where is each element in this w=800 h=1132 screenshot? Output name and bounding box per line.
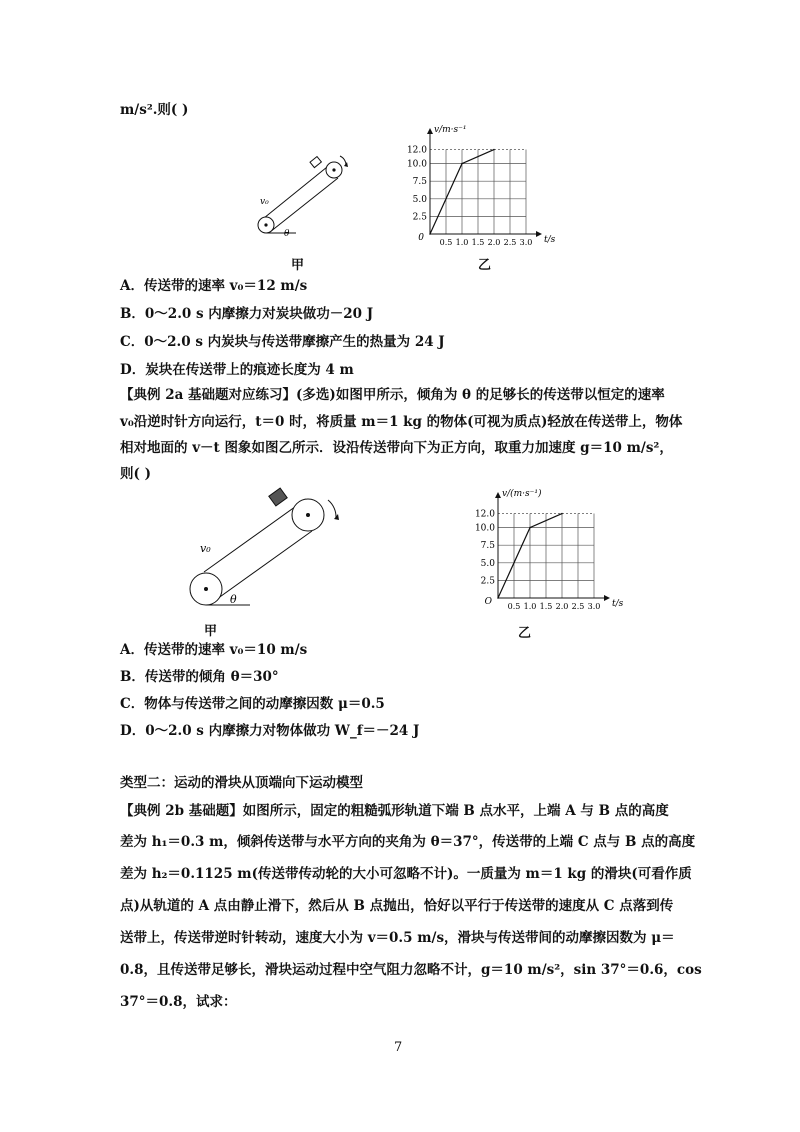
conveyor-diagram-1: [240, 148, 360, 248]
caption-yi-1: 乙: [478, 258, 492, 273]
q2-option-b: B．传送带的倾角 θ＝30°: [120, 669, 279, 685]
vt-data-point: [497, 597, 499, 599]
caption-jia-2: 甲: [204, 624, 218, 639]
x-tick-label: 0.5: [439, 238, 453, 247]
x-tick-label: 0.5: [507, 602, 521, 611]
vt-chart-2: [458, 486, 628, 614]
y-axis-arrow: [427, 128, 433, 134]
x-axis-arrow: [604, 595, 610, 601]
y-tick-label: 5.0: [412, 194, 427, 205]
x-tick-label: 1.0: [523, 602, 537, 611]
x-axis-label: t/s: [612, 599, 624, 609]
vt-data-point: [561, 513, 563, 515]
y-axis-arrow: [495, 492, 501, 498]
q1-option-a: A．传送带的速率 v₀＝12 m/s: [120, 278, 308, 294]
x-tick-label: 1.5: [539, 602, 553, 611]
x-tick-label: 1.5: [471, 238, 485, 247]
y-tick-label: 10.0: [474, 523, 495, 534]
example2b-line-2: 差为 h₁＝0.3 m，倾斜传送带与水平方向的夹角为 θ＝37°，传送带的上端 C 点与 B 点的高度: [120, 834, 696, 850]
x-tick-label: 2.5: [503, 238, 517, 247]
y-tick-label: 7.5: [412, 177, 427, 188]
theta-label: θ: [284, 229, 290, 239]
example2a-line-3: 相对地面的 v－t 图象如图乙所示．设沿传送带向下为正方向，取重力加速度 g＝10 m/s²，: [120, 440, 673, 456]
example2b-line-5: 送带上，传送带逆时针转动，速度大小为 v＝0.5 m/s，滑块与传送带间的动摩擦因数为 μ＝: [120, 930, 675, 946]
y-tick-label: 2.5: [480, 576, 495, 587]
section-title: 类型二：运动的滑块从顶端向下运动模型: [120, 775, 363, 791]
vt-data-point: [461, 163, 463, 165]
intro-line: m/s².则( ): [120, 102, 189, 118]
y-axis-label: v/(m·s⁻¹): [502, 489, 542, 499]
q2-option-d: D．0～2.0 s 内摩擦力对物体做功 W_f＝－24 J: [120, 723, 420, 739]
example2a-line-4: 则( ): [120, 466, 151, 482]
example2b-line-6: 0.8，且传送带足够长，滑块运动过程中空气阻力忽略不计，g＝10 m/s²，sin 37°＝0.6，cos: [120, 962, 702, 978]
y-tick-label: 5.0: [480, 558, 495, 569]
y-tick-label: 10.0: [406, 159, 427, 170]
example2b-line-1: 【典例 2b 基础题】如图所示，固定的粗糙弧形轨道下端 B 点水平，上端 A 与 B 点的高度: [120, 803, 669, 819]
q2-option-a: A．传送带的速率 v₀＝10 m/s: [120, 642, 308, 658]
origin-label: 0: [418, 233, 424, 243]
x-tick-label: 2.0: [555, 602, 569, 611]
example2b-line-7: 37°＝0.8，试求：: [120, 994, 237, 1010]
caption-yi-2: 乙: [518, 626, 532, 641]
example2b-line-4: 点)从轨道的 A 点由静止滑下，然后从 B 点抛出，恰好以平行于传送带的速度从 C 点落到传: [120, 898, 674, 914]
x-tick-label: 3.0: [519, 238, 533, 247]
x-tick-label: 2.5: [571, 602, 585, 611]
example2a-line-2: v₀沿逆时针方向运行，t＝0 时，将质量 m＝1 kg 的物体(可视为质点)轻放在传送带上，物体: [120, 414, 683, 430]
page-number: 7: [394, 1040, 403, 1055]
y-tick-label: 12.0: [406, 145, 427, 156]
theta-label-2: θ: [230, 593, 237, 606]
conveyor-diagram-2: [178, 486, 358, 616]
vt-data-point: [429, 233, 431, 235]
origin-label: O: [484, 597, 492, 607]
x-tick-label: 2.0: [487, 238, 501, 247]
x-tick-label: 1.0: [455, 238, 469, 247]
v0-label: v₀: [260, 197, 269, 207]
y-tick-label: 7.5: [480, 541, 495, 552]
vt-chart-1: [390, 122, 560, 250]
q1-option-d: D．炭块在传送带上的痕迹长度为 4 m: [120, 362, 354, 378]
vt-data-point: [529, 527, 531, 529]
y-tick-label: 2.5: [412, 212, 427, 223]
v0-label-2: v₀: [200, 542, 211, 555]
vt-data-point: [493, 149, 495, 151]
q2-option-c: C．物体与传送带之间的动摩擦因数 μ＝0.5: [120, 696, 385, 712]
y-tick-label: 12.0: [474, 509, 495, 520]
example2b-line-3: 差为 h₂＝0.1125 m(传送带传动轮的大小可忽略不计)。一质量为 m＝1 kg 的滑块(可看作质: [120, 866, 692, 882]
caption-jia-1: 甲: [291, 258, 305, 273]
q1-option-c: C．0～2.0 s 内炭块与传送带摩擦产生的热量为 24 J: [120, 334, 445, 350]
x-axis-label: t/s: [544, 235, 556, 245]
y-axis-label: v/m·s⁻¹: [434, 125, 467, 135]
example2a-line-1: 【典例 2a 基础题对应练习】(多选)如图甲所示，倾角为 θ 的足够长的传送带以恒定的速率: [120, 387, 665, 403]
x-tick-label: 3.0: [587, 602, 601, 611]
x-axis-arrow: [536, 231, 542, 237]
q1-option-b: B．0～2.0 s 内摩擦力对炭块做功－20 J: [120, 306, 374, 322]
